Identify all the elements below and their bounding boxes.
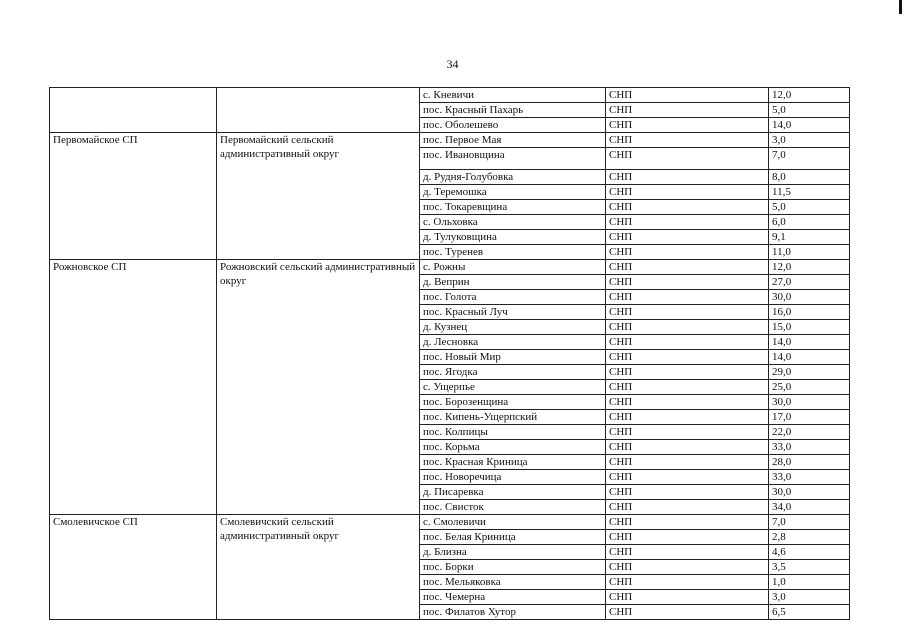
place-name-cell: с. Ущерпье <box>420 380 606 395</box>
distance-value-cell: 30,0 <box>769 290 850 305</box>
table-body <box>50 88 850 620</box>
district-name-cell <box>217 88 420 133</box>
place-name-cell: пос. Ягодка <box>420 365 606 380</box>
place-name-cell: пос. Красная Криница <box>420 455 606 470</box>
place-name-cell: пос. Ивановщина <box>420 148 606 170</box>
district-name-cell: Рожновский сельский административный округ <box>217 260 420 515</box>
settlement-type-cell: СНП <box>606 290 769 305</box>
settlement-name-cell <box>50 88 217 133</box>
settlement-type-cell: СНП <box>606 365 769 380</box>
settlement-type-cell: СНП <box>606 560 769 575</box>
place-name-cell: пос. Новый Мир <box>420 350 606 365</box>
place-name-cell: пос. Красный Луч <box>420 305 606 320</box>
settlement-type-cell: СНП <box>606 118 769 133</box>
distance-value-cell: 1,0 <box>769 575 850 590</box>
place-name-cell: д. Веприн <box>420 275 606 290</box>
settlement-type-cell: СНП <box>606 350 769 365</box>
settlement-type-cell: СНП <box>606 170 769 185</box>
distance-value-cell: 33,0 <box>769 440 850 455</box>
distance-value-cell: 5,0 <box>769 103 850 118</box>
place-name-cell: с. Ольховка <box>420 215 606 230</box>
distance-value-cell: 7,0 <box>769 515 850 530</box>
distance-value-cell: 33,0 <box>769 470 850 485</box>
settlement-type-cell: СНП <box>606 320 769 335</box>
place-name-cell: пос. Оболешево <box>420 118 606 133</box>
place-name-cell: пос. Туренев <box>420 245 606 260</box>
place-name-cell: пос. Красный Пахарь <box>420 103 606 118</box>
table-row <box>50 133 850 148</box>
place-name-cell: пос. Филатов Хутор <box>420 605 606 620</box>
settlement-type-cell: СНП <box>606 230 769 245</box>
settlement-type-cell: СНП <box>606 88 769 103</box>
settlement-name-cell: Первомайское СП <box>50 133 217 260</box>
distance-value-cell: 3,5 <box>769 560 850 575</box>
distance-value-cell: 17,0 <box>769 410 850 425</box>
page-number: 34 <box>446 57 459 71</box>
place-name-cell: пос. Свисток <box>420 500 606 515</box>
distance-value-cell: 28,0 <box>769 455 850 470</box>
distance-value-cell: 6,0 <box>769 215 850 230</box>
place-name-cell: пос. Мельяковка <box>420 575 606 590</box>
settlement-name-cell: Рожновское СП <box>50 260 217 515</box>
distance-value-cell: 30,0 <box>769 485 850 500</box>
place-name-cell: пос. Токаревщина <box>420 200 606 215</box>
table-row <box>50 260 850 275</box>
settlement-name-cell: Смолевичское СП <box>50 515 217 620</box>
settlement-type-cell: СНП <box>606 575 769 590</box>
place-name-cell: д. Теремошка <box>420 185 606 200</box>
distance-value-cell: 34,0 <box>769 500 850 515</box>
settlement-type-cell: СНП <box>606 425 769 440</box>
table-row <box>50 515 850 530</box>
settlement-type-cell: СНП <box>606 410 769 425</box>
distance-value-cell: 3,0 <box>769 133 850 148</box>
place-name-cell: д. Кузнец <box>420 320 606 335</box>
place-name-cell: д. Рудня-Голубовка <box>420 170 606 185</box>
settlement-distance-table <box>49 87 850 620</box>
place-name-cell: пос. Кипень-Ущерпский <box>420 410 606 425</box>
distance-value-cell: 16,0 <box>769 305 850 320</box>
settlement-type-cell: СНП <box>606 515 769 530</box>
settlement-type-cell: СНП <box>606 545 769 560</box>
distance-value-cell: 22,0 <box>769 425 850 440</box>
distance-value-cell: 29,0 <box>769 365 850 380</box>
place-name-cell: д. Близна <box>420 545 606 560</box>
place-name-cell: пос. Борозенщина <box>420 395 606 410</box>
distance-value-cell: 27,0 <box>769 275 850 290</box>
settlement-type-cell: СНП <box>606 305 769 320</box>
distance-value-cell: 12,0 <box>769 260 850 275</box>
distance-value-cell: 2,8 <box>769 530 850 545</box>
place-name-cell: пос. Голота <box>420 290 606 305</box>
settlement-type-cell: СНП <box>606 260 769 275</box>
distance-value-cell: 30,0 <box>769 395 850 410</box>
distance-value-cell: 9,1 <box>769 230 850 245</box>
distance-value-cell: 6,5 <box>769 605 850 620</box>
place-name-cell: пос. Новоречица <box>420 470 606 485</box>
settlement-type-cell: СНП <box>606 200 769 215</box>
place-name-cell: пос. Чемерна <box>420 590 606 605</box>
table-row <box>50 88 850 103</box>
distance-value-cell: 3,0 <box>769 590 850 605</box>
distance-value-cell: 14,0 <box>769 335 850 350</box>
place-name-cell: с. Рожны <box>420 260 606 275</box>
distance-value-cell: 15,0 <box>769 320 850 335</box>
settlement-type-cell: СНП <box>606 245 769 260</box>
distance-value-cell: 11,5 <box>769 185 850 200</box>
distance-value-cell: 14,0 <box>769 350 850 365</box>
settlement-type-cell: СНП <box>606 133 769 148</box>
distance-value-cell: 8,0 <box>769 170 850 185</box>
place-name-cell: пос. Корьма <box>420 440 606 455</box>
settlement-type-cell: СНП <box>606 185 769 200</box>
settlement-type-cell: СНП <box>606 148 769 170</box>
settlement-type-cell: СНП <box>606 470 769 485</box>
distance-value-cell: 4,6 <box>769 545 850 560</box>
district-name-cell: Смолевичский сельский административный округ <box>217 515 420 620</box>
place-name-cell: д. Тулуковщина <box>420 230 606 245</box>
distance-value-cell: 14,0 <box>769 118 850 133</box>
district-name-cell: Первомайский сельский административный округ <box>217 133 420 260</box>
place-name-cell: пос. Первое Мая <box>420 133 606 148</box>
settlement-type-cell: СНП <box>606 275 769 290</box>
settlement-type-cell: СНП <box>606 215 769 230</box>
place-name-cell: пос. Белая Криница <box>420 530 606 545</box>
distance-value-cell: 25,0 <box>769 380 850 395</box>
place-name-cell: д. Лесновка <box>420 335 606 350</box>
place-name-cell: с. Кневичи <box>420 88 606 103</box>
distance-value-cell: 12,0 <box>769 88 850 103</box>
settlement-type-cell: СНП <box>606 380 769 395</box>
place-name-cell: д. Писаревка <box>420 485 606 500</box>
settlement-type-cell: СНП <box>606 455 769 470</box>
place-name-cell: пос. Колпицы <box>420 425 606 440</box>
settlement-type-cell: СНП <box>606 485 769 500</box>
distance-value-cell: 11,0 <box>769 245 850 260</box>
scan-edge-mark <box>899 0 902 14</box>
place-name-cell: пос. Борки <box>420 560 606 575</box>
distance-value-cell: 5,0 <box>769 200 850 215</box>
settlement-type-cell: СНП <box>606 530 769 545</box>
settlement-type-cell: СНП <box>606 335 769 350</box>
settlement-type-cell: СНП <box>606 103 769 118</box>
settlement-type-cell: СНП <box>606 500 769 515</box>
place-name-cell: с. Смолевичи <box>420 515 606 530</box>
settlement-type-cell: СНП <box>606 440 769 455</box>
settlement-type-cell: СНП <box>606 395 769 410</box>
settlement-type-cell: СНП <box>606 590 769 605</box>
settlement-type-cell: СНП <box>606 605 769 620</box>
distance-value-cell: 7,0 <box>769 148 850 170</box>
